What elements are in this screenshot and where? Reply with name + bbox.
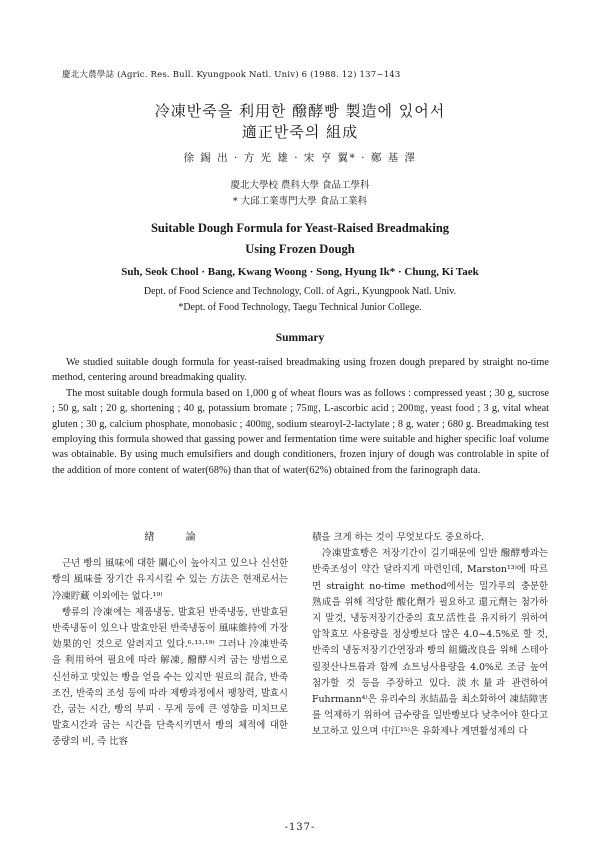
- korean-affiliation-1: 慶北大學校 農科大學 食品工學科: [230, 180, 370, 191]
- summary-paragraph: The most suitable dough formula based on 1,000 g of wheat flours was as follows : compressed yeast ; 30 g, sucrose ; 50 g, salt ; 20 g, shortening ; 40 g, potassium bromate ; 75㎎, L-ascorbic acid ; 200㎎, yeast food ; 3 g, vital wheat gluten ; 30 g, calcium phosphate, monobasic ; 400㎎, sodium stearoyl-2-lactylate ; 8 g, water ; 680 g. Breadmaking test employing this formula showed that gassing power and fermentation time were suitable and higher specific loaf volume was obtainable. By using much emulsifiers and dough conditioners, frozen injury of dough was controlable in spite of the addition of more content of water(68%) than that of water(62%) obtained from the farinograph data.: [52, 387, 549, 476]
- introduction-heading: 緖 論: [144, 532, 210, 543]
- korean-title-line-2: 適正반죽의 組成: [241, 123, 359, 141]
- journal-citation: 慶北大農學誌 (Agric. Res. Bull. Kyungpook Natl. Univ) 6 (1988. 12) 137~143: [62, 70, 401, 80]
- english-title-line-1: Suitable Dough Formula for Yeast-Raised Breadmaking: [150, 221, 450, 235]
- korean-affiliation-2: * 大邱工業專門大學 食品工業科: [232, 196, 368, 207]
- body-paragraph: 근년 빵의 風味에 대한 關心이 높아지고 있으나 신선한 빵의 風味를 장기간 유지시킬 수 있는 方法은 현재로서는 冷凍貯藏 이외에는 없다.¹⁹⁾: [52, 558, 288, 602]
- english-affiliation-2: *Dept. of Food Technology, Taegu Technical Junior College.: [178, 302, 422, 313]
- korean-title-line-1: 冷凍반죽을 利用한 醱酵빵 製造에 있어서: [154, 102, 446, 120]
- english-title-line-2: Using Frozen Dough: [245, 242, 355, 256]
- summary-paragraph: We studied suitable dough formula for yeast-raised breadmaking using frozen dough prepared by straight no-time method, centering around breadmaking quality.: [52, 357, 549, 384]
- summary-body: [52, 355, 549, 478]
- left-column: [52, 530, 288, 751]
- korean-authors: 徐 錫 出 · 方 光 雄 · 宋 亨 翼* · 鄭 基 澤: [183, 152, 417, 164]
- page-number: -137-: [284, 822, 316, 833]
- body-paragraph: 빵류의 冷凍에는 제품냉동, 발효된 반죽냉동, 반발효된 반죽냉동이 있으나 발효안된 반죽냉동이 風味維持에 가장 効果的인 것으로 알려지고 있다.⁶·¹³·¹⁹⁾ 그러나 冷凍반죽을 利用하여 필요에 따라 解凍, 醱酵시켜 굽는 방법으로 신선하고 맛있는 빵을 얻을 수는 있지만 원료의 混合, 반죽조건, 반죽의 조성 등에 따라 제빵과정에서 팽창력, 발효시간, 굽는 시간, 빵의 부피 · 무게 등에 큰 영향을 미치므로 발효시간과 굽는 시간을 단축시키면서 빵의 체적에 대한 중량의 비, 즉 比容: [52, 606, 288, 748]
- body-paragraph: 冷凍발효빵은 저장기간이 길기때문에 일반 醱酵빵과는 반죽조성이 약간 달라지게 마련인데, Marston¹³⁾에 따르면 straight no-time method에서는 밀가루의 충분한 熟成을 위해 적당한 酸化劑가 필요하고 還元劑는 첨가하지 말것, 냉동저장기간중의 효모活性을 유지하기 위하여 압착효모 사용량을 정상빵보다 많은 4.0~4.5%로 할 것, 반죽의 냉동저장기간연장과 빵의 組織改良을 위해 스테아릴젖산나트륨과 함께 쇼트닝사용량을 4.0%로 조금 높여 첨가할 것 등을 주장하고 있다. 淡水量과 관련하여 Fuhrmann⁴⁾은 유리수의 氷結晶을 최소화하여 凍結障害를 억제하기 위하여 급수량을 일반빵보다 낮추어야 한다고 보고하고 있으며 中江¹⁵⁾은 유화제나 계면활성제의 다: [312, 548, 548, 738]
- right-column: [312, 530, 548, 741]
- english-affiliation-1: Dept. of Food Science and Technology, Coll. of Agri., Kyungpook Natl. Univ.: [143, 286, 457, 297]
- english-authors: Suh, Seok Chool · Bang, Kwang Woong · Song, Hyung Ik* · Chung, Ki Taek: [121, 266, 479, 278]
- summary-heading: Summary: [275, 332, 325, 344]
- body-paragraph: 積을 크게 하는 것이 무엇보다도 중요하다.: [312, 532, 485, 543]
